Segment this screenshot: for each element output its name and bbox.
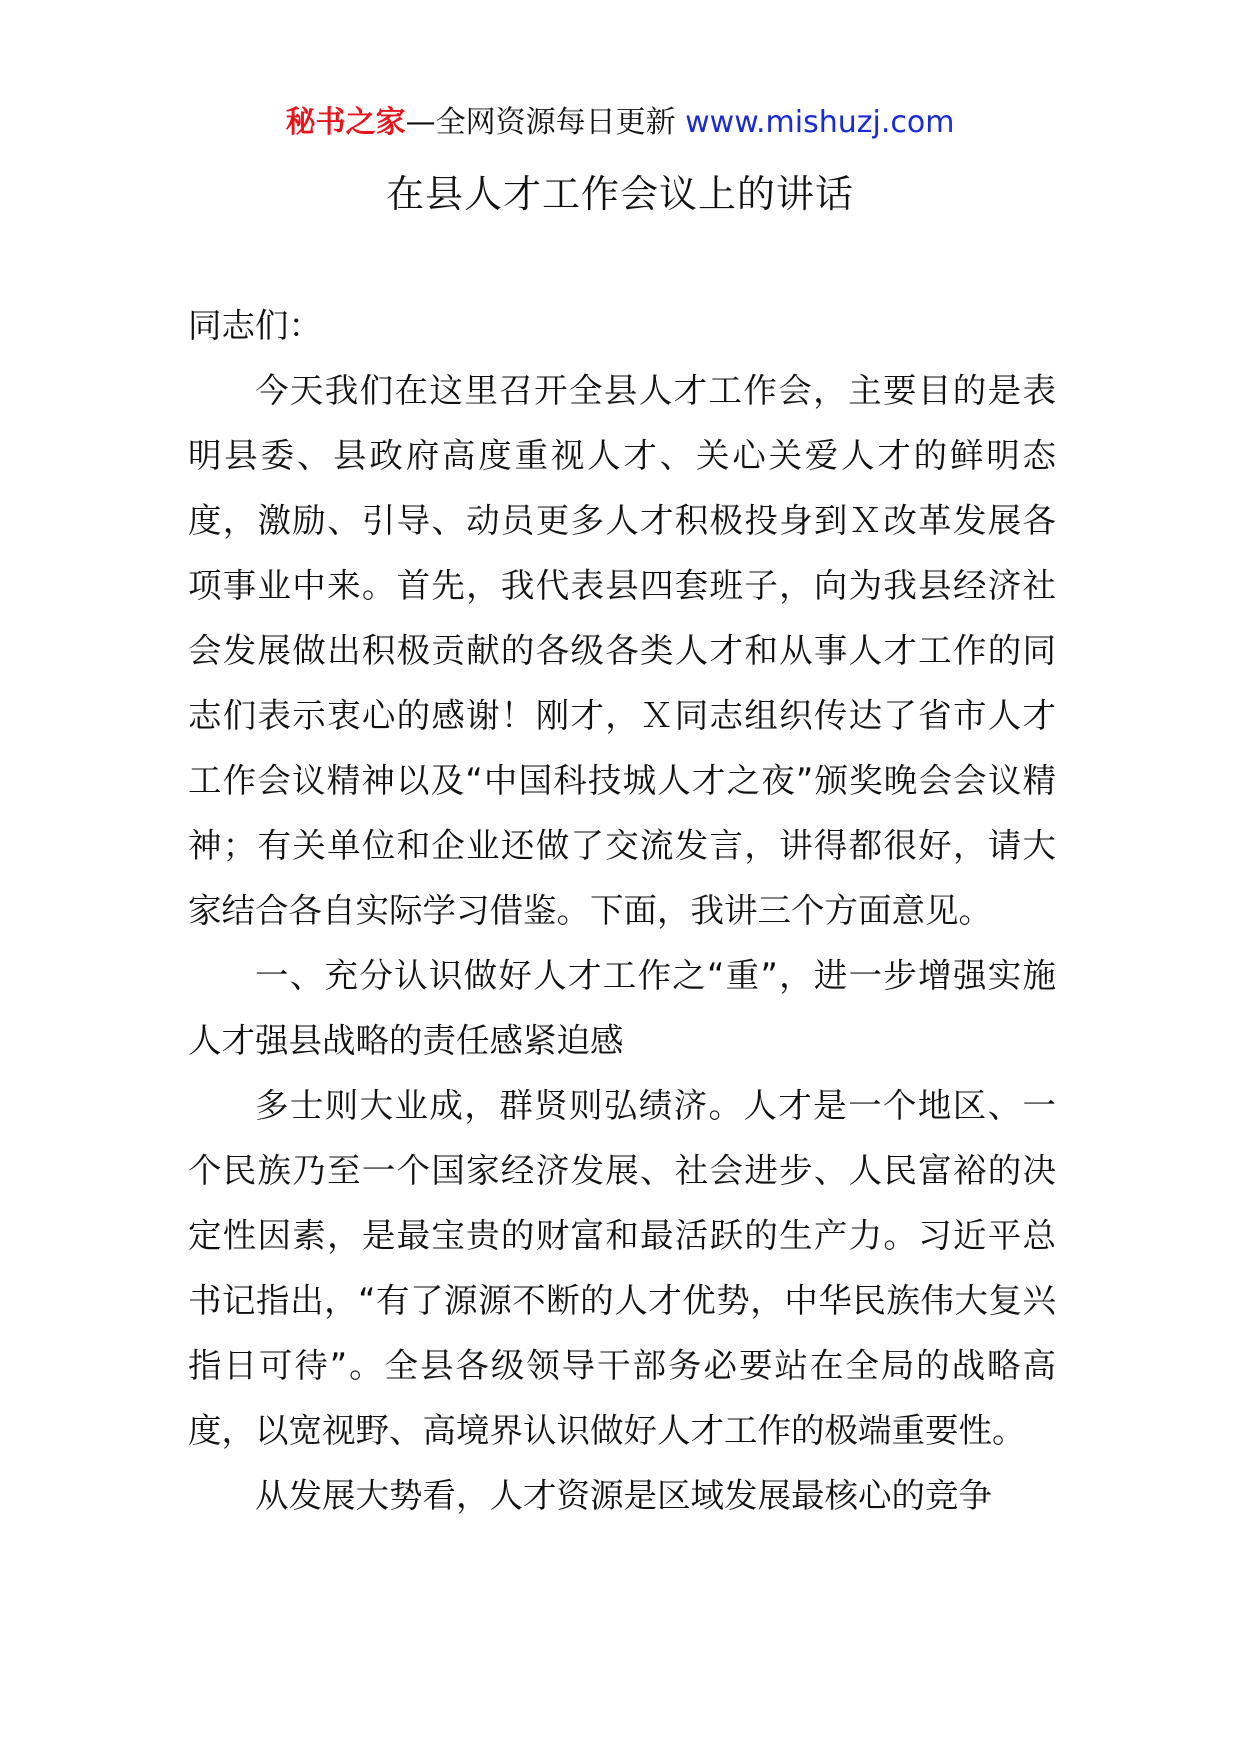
paragraph-talent-importance: 多士则大业成，群贤则弘绩济。人才是一个地区、一个民族乃至一个国家经济发展、社会进步、人民富裕的决定性因素，是最宝贵的财富和最活跃的生产力。习近平总书记指出，“有了源源不断的人才优势，中华民族伟大复兴指日可待”。全县各级领导干部务必要站在全局的战略高度，以宽视野、高境界认识做好人才工作的极端重要性。	[188, 1086, 1056, 1450]
paragraph-intro: 今天我们在这里召开全县人才工作会，主要目的是表明县委、县政府高度重视人才、关心关爱人才的鲜明态度，激励、引导、动员更多人才积极投身到Ｘ改革发展各项事业中来。首先，我代表县四套班子，向为我县经济社会发展做出积极贡献的各级各类人才和从事人才工作的同志们表示衷心的感谢！刚才，Ｘ同志组织传达了省市人才工作会议精神以及“中国科技城人才之夜”颁奖晚会会议精神；有关单位和企业还做了交流发言，讲得都很好，请大家结合各自实际学习借鉴。下面，我讲三个方面意见。	[188, 371, 1056, 930]
document-title: 在县人才工作会议上的讲话	[385, 172, 854, 216]
paragraph-development-trend: 从发展大势看，人才资源是区域发展最核心的竞争	[255, 1476, 992, 1515]
site-tagline: —全网资源每日更新	[405, 105, 676, 140]
site-header	[0, 100, 1240, 146]
site-url-link[interactable]: www.mishuzj.com	[685, 105, 955, 140]
salutation: 同志们：	[188, 306, 322, 345]
section-heading-1: 一、充分认识做好人才工作之“重”，进一步增强实施人才强县战略的责任感紧迫感	[188, 956, 1056, 1060]
document-body	[188, 293, 1056, 1528]
site-brand: 秘书之家	[285, 105, 406, 140]
